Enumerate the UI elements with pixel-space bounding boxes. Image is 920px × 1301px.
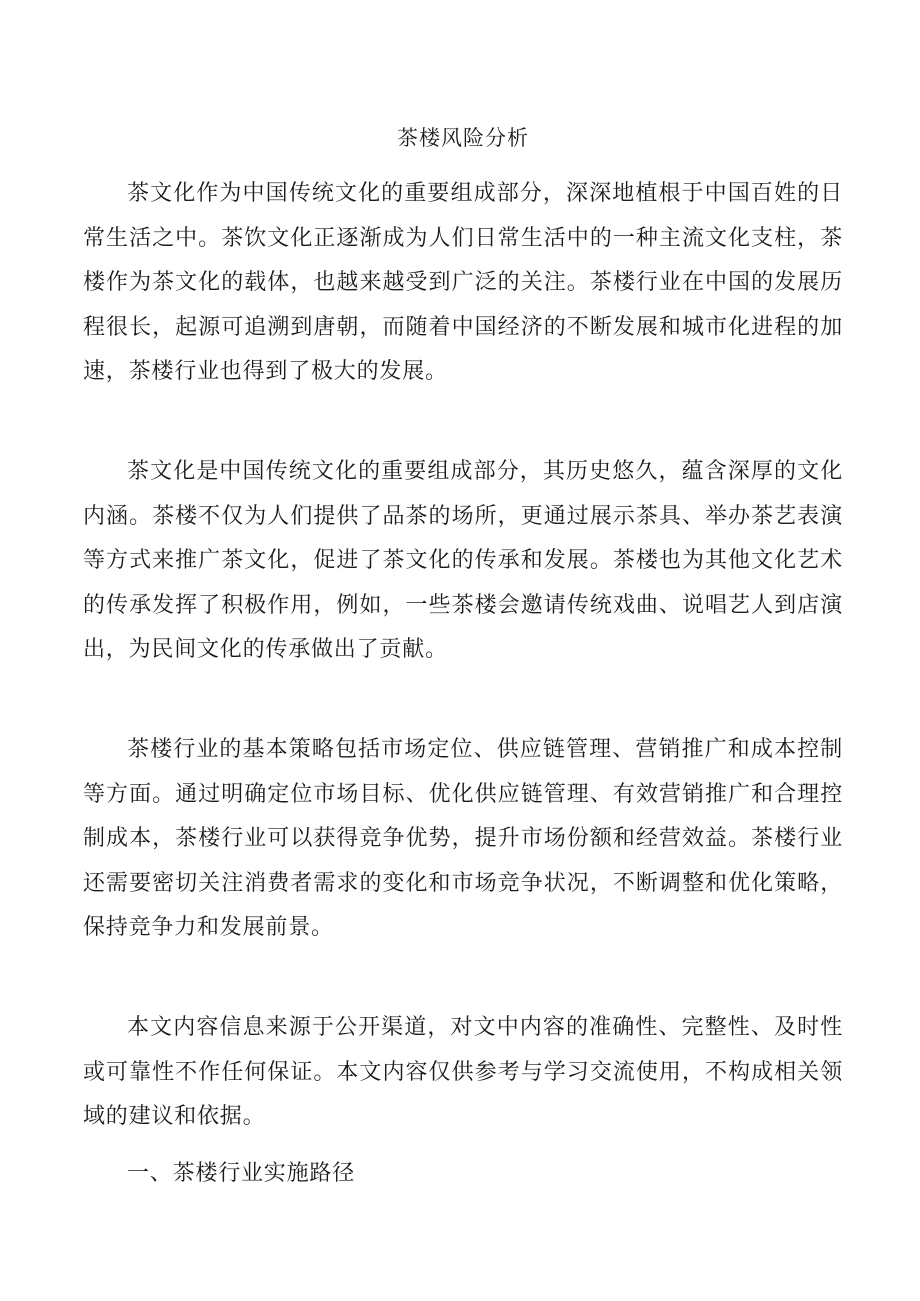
document-title: 茶楼风险分析 bbox=[397, 126, 529, 150]
paragraph-industry-strategy: 茶楼行业的基本策略包括市场定位、供应链管理、营销推广和成本控制等方面。通过明确定位市场目标、优化供应链管理、有效营销推广和合理控制成本，茶楼行业可以获得竞争优势，提升市场份额和经营效益。茶楼行业还需要密切关注消费者需求的变化和市场竞争状况，不断调整和优化策略，保持竞争力和发展前景。 bbox=[83, 737, 843, 940]
section-heading: 一、茶楼行业实施路径 bbox=[127, 1161, 356, 1186]
paragraph-tea-culture-intro: 茶文化作为中国传统文化的重要组成部分，深深地植根于中国百姓的日常生活之中。茶饮文化正逐渐成为人们日常生活中的一种主流文化支柱，茶楼作为茶文化的载体，也越来越受到广泛的关注。茶楼行业在中国的发展历程很长，起源可追溯到唐朝，而随着中国经济的不断发展和城市化进程的加速，茶楼行业也得到了极大的发展。 bbox=[83, 181, 843, 384]
paragraph-tea-culture-heritage: 茶文化是中国传统文化的重要组成部分，其历史悠久，蕴含深厚的文化内涵。茶楼不仅为人们提供了品茶的场所，更通过展示茶具、举办茶艺表演等方式来推广茶文化，促进了茶文化的传承和发展。茶楼也为其他文化艺术的传承发挥了积极作用，例如，一些茶楼会邀请传统戏曲、说唱艺人到店演出，为民间文化的传承做出了贡献。 bbox=[83, 459, 843, 662]
paragraph-disclaimer: 本文内容信息来源于公开渠道，对文中内容的准确性、完整性、及时性或可靠性不作任何保证。本文内容仅供参考与学习交流使用，不构成相关领域的建议和依据。 bbox=[83, 1015, 843, 1129]
